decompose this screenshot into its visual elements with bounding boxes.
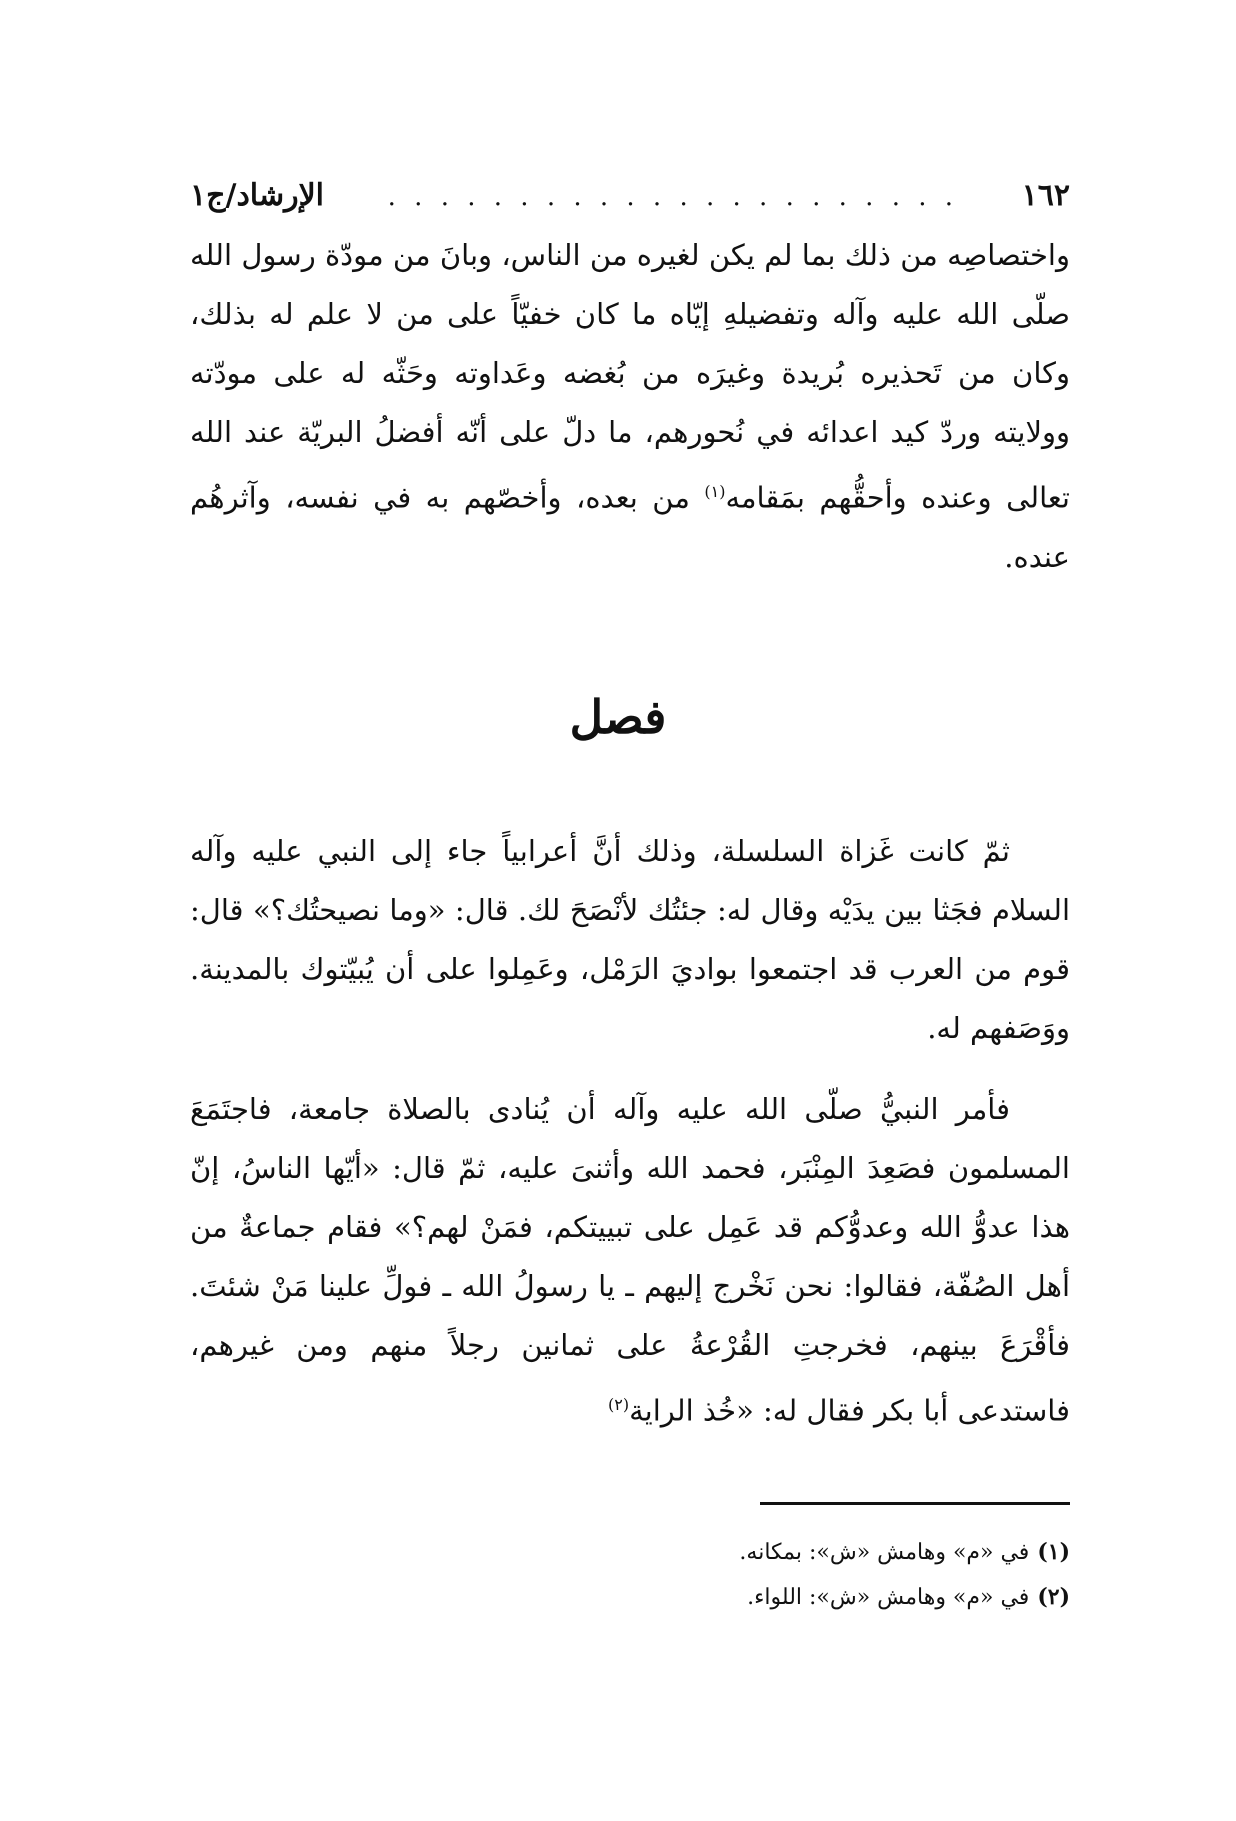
footnote-text: في «م» وهامش «ش»: بمكانه. [739,1540,1030,1565]
paragraph-3 [190,1080,1070,1441]
footnote-ref-1: (١) [704,482,726,501]
footnote-number: (٢) [1037,1584,1070,1610]
paragraph-2: ثمّ كانت غَزاة السلسلة، وذلك أنَّ أعرابياً جاء إلى النبي عليه وآله السلام فجَثا بين يدَيْه وقال له: جئتُك لأنْصَحَ لك. قال: «وما نصيحتُك؟» قال: قوم من العرب قد اجتمعوا بواديَ الرَمْل، وعَمِلوا على أن يُبيّتوك بالمدينة. ووَصَفهم له. [190,834,1070,1045]
footnote-text: في «م» وهامش «ش»: اللواء. [747,1585,1030,1610]
footnote-2 [190,1575,1070,1620]
footnote-number: (١) [1037,1539,1070,1565]
running-title: الإرشاد/ج١ [190,178,325,213]
paragraph-1-text: واختصاصِه من ذلك بما لم يكن لغيره من الناس، وبانَ من مودّة رسول الله صلّى الله عليه وآله وتفضيلهِ إيّاه ما كان خفيّاً على من لا علم له بذلك، وكان من تَحذيره بُريدة وغيرَه من بُغضه وعَداوته وحَثّه له على مودّته وولايته وردّ كيد اعدائه في نُحورهم، ما دلّ على أنّه أفضلُ البريّة عند الله تعالى وعنده وأحقُّهم بمَقامه [190,238,1070,515]
footnotes [190,1530,1070,1620]
paragraph-3-text: فأمر النبيُّ صلّى الله عليه وآله أن يُنادى بالصلاة جامعة، فاجتَمَعَ المسلمون فصَعِدَ المِنْبَر، فحمد الله وأثنىَ عليه، ثمّ قال: «أيّها الناسُ، إنّ هذا عدوُّ الله وعدوُّكم قد عَمِل على تبييتكم، فمَنْ لهم؟» فقام جماعةٌ من أهل الصُفّة، فقالوا: نحن نَخْرج إليهم ـ يا رسولُ الله ـ فولِّ علينا مَنْ شئتَ. فأقْرَعَ بينهم، فخرجتِ القُرْعةُ على ثمانين رجلاً منهم ومن غيرهم، فاستدعى أبا بكر فقال له: «خُذ الراية [190,1092,1070,1428]
footnote-divider [760,1502,1070,1505]
paragraph-1-end: من بعده، وأخصّهم به في نفسه، وآثرهُم عنده. [190,480,1070,574]
footnote-1 [190,1530,1070,1575]
footnote-ref-2: (٢) [608,1395,630,1414]
section-heading: فصل [569,690,667,744]
page-header [190,178,1070,218]
paragraph-1 [190,226,1070,587]
header-dot-leader: . . . . . . . . . . . . . . . . . . . . . . [387,182,959,212]
page-number: ١٦٢ [1021,178,1070,213]
